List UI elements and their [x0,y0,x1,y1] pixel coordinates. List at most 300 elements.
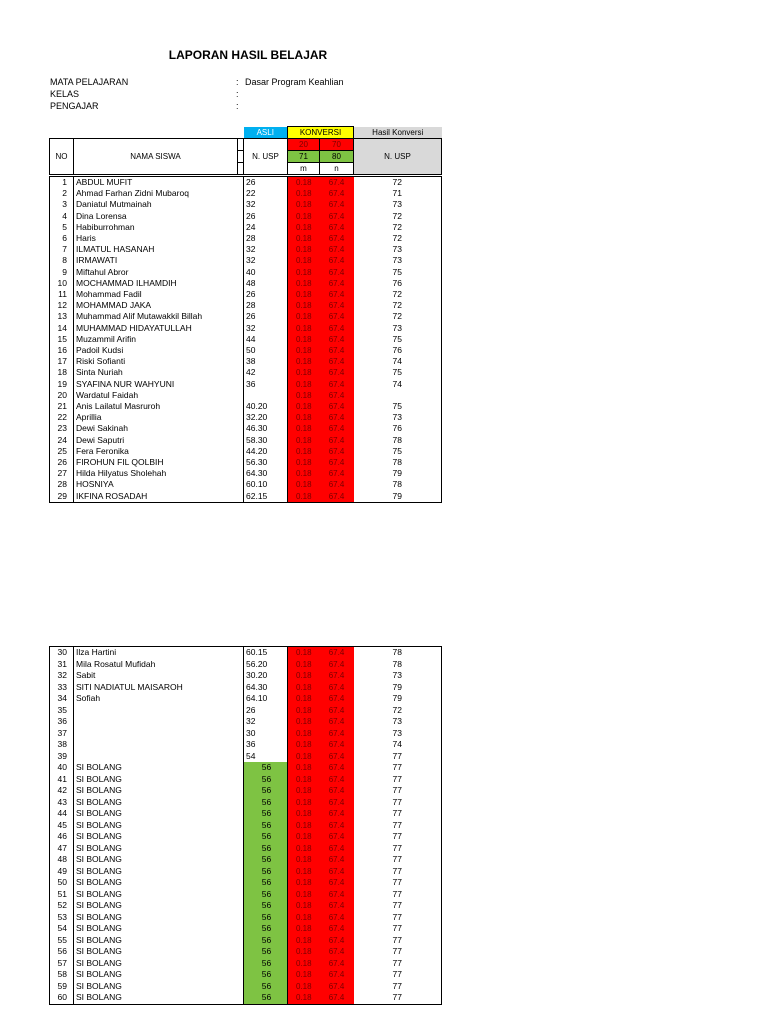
table-row [50,751,442,763]
row-number: 15 [50,334,74,345]
converted-score: 73 [354,255,442,266]
student-name [74,705,244,717]
student-name: Hilda Hilyatus Sholehah [74,468,244,479]
converted-score: 73 [354,199,442,210]
converted-score: 79 [354,693,442,705]
n-header: n [320,163,354,175]
factor-n: 67.4 [320,267,354,278]
table-row [50,446,442,457]
usp-score: 56 [244,912,288,924]
factor-n: 67.4 [320,367,354,378]
factor-n: 67.4 [320,222,354,233]
student-name: SI BOLANG [74,877,244,889]
table-row [50,992,442,1004]
n-usp-out-header: N. USP [354,139,442,175]
usp-score: 48 [244,278,288,289]
factor-m: 0.18 [288,889,320,901]
row-number: 25 [50,446,74,457]
factor-n: 67.4 [320,877,354,889]
factor-m: 0.18 [288,670,320,682]
table-row [50,468,442,479]
factor-m: 0.18 [288,751,320,763]
converted-score: 77 [354,785,442,797]
row-number: 39 [50,751,74,763]
factor-m: 0.18 [288,877,320,889]
nama-siswa-header: NAMA SISWA [74,139,238,175]
factor-n: 67.4 [320,762,354,774]
student-name: SI BOLANG [74,935,244,947]
factor-m: 0.18 [288,401,320,412]
row-number: 42 [50,785,74,797]
factor-m: 0.18 [288,334,320,345]
factor-n: 67.4 [320,311,354,322]
row-number: 30 [50,647,74,659]
usp-score: 44.20 [244,446,288,457]
factor-n: 67.4 [320,981,354,993]
factor-m: 0.18 [288,946,320,958]
factor-m: 0.18 [288,739,320,751]
row-number: 27 [50,468,74,479]
factor-n: 67.4 [320,390,354,401]
student-name: Aprillia [74,412,244,423]
student-name [74,751,244,763]
factor-n: 67.4 [320,491,354,503]
factor-m: 0.18 [288,705,320,717]
factor-m: 0.18 [288,300,320,311]
table-row [50,682,442,694]
student-name: SI BOLANG [74,900,244,912]
student-name: MUHAMMAD HIDAYATULLAH [74,323,244,334]
usp-score: 56 [244,992,288,1004]
factor-m: 0.18 [288,423,320,434]
factor-n: 67.4 [320,831,354,843]
usp-score: 56 [244,774,288,786]
usp-score: 26 [244,289,288,300]
student-name: SI BOLANG [74,785,244,797]
factor-n: 67.4 [320,412,354,423]
converted-score: 77 [354,935,442,947]
student-name: MOHAMMAD JAKA [74,300,244,311]
factor-n: 67.4 [320,244,354,255]
hasil-konversi-header: Hasil Konversi [354,127,442,139]
usp-score: 56 [244,843,288,855]
converted-score: 77 [354,958,442,970]
student-name: Anis Lailatul Masruroh [74,401,244,412]
converted-score: 77 [354,751,442,763]
usp-score: 56 [244,831,288,843]
table-row [50,958,442,970]
usp-score: 56 [244,981,288,993]
usp-score: 56 [244,923,288,935]
factor-m: 0.18 [288,831,320,843]
converted-score: 72 [354,211,442,222]
table-row [50,670,442,682]
factor-m: 0.18 [288,682,320,694]
usp-score: 56 [244,866,288,878]
factor-m: 0.18 [288,457,320,468]
usp-score: 56 [244,958,288,970]
student-name: Mila Rosatul Mufidah [74,659,244,671]
factor-n: 67.4 [320,659,354,671]
no-header: NO [50,139,74,175]
converted-score: 78 [354,435,442,446]
factor-m: 0.18 [288,379,320,390]
converted-score: 75 [354,401,442,412]
student-name: Padoil Kudsi [74,345,244,356]
factor-n: 67.4 [320,693,354,705]
row-number: 28 [50,479,74,490]
usp-score: 28 [244,233,288,244]
table-row [50,356,442,367]
factor-m: 0.18 [288,912,320,924]
row-number: 43 [50,797,74,809]
student-name: ILMATUL HASANAH [74,244,244,255]
factor-m: 0.18 [288,843,320,855]
row-number: 26 [50,457,74,468]
row-number: 31 [50,659,74,671]
row-number: 10 [50,278,74,289]
factor-n: 67.4 [320,423,354,434]
factor-n: 67.4 [320,479,354,490]
student-name: FIROHUN FIL QOLBIH [74,457,244,468]
table-row [50,211,442,222]
usp-score: 40 [244,267,288,278]
row-number: 9 [50,267,74,278]
factor-m: 0.18 [288,693,320,705]
row-number: 44 [50,808,74,820]
converted-score: 77 [354,969,442,981]
factor-m: 0.18 [288,367,320,378]
student-name: IKFINA ROSADAH [74,491,244,503]
factor-n: 67.4 [320,345,354,356]
converted-score: 77 [354,992,442,1004]
student-name: SYAFINA NUR WAHYUNI [74,379,244,390]
factor-m: 0.18 [288,854,320,866]
converted-score: 76 [354,423,442,434]
meta-separator: : [236,101,239,111]
usp-score: 26 [244,211,288,222]
student-name: IRMAWATI [74,255,244,266]
table-row [50,843,442,855]
row-number: 14 [50,323,74,334]
usp-score: 36 [244,739,288,751]
row-number: 59 [50,981,74,993]
student-name: SI BOLANG [74,797,244,809]
table-row [50,289,442,300]
factor-n: 67.4 [320,774,354,786]
student-name: MOCHAMMAD ILHAMDIH [74,278,244,289]
usp-score: 56 [244,797,288,809]
factor-m: 0.18 [288,728,320,740]
row-number: 40 [50,762,74,774]
row-number: 56 [50,946,74,958]
row-number: 57 [50,958,74,970]
converted-score: 77 [354,889,442,901]
row-number: 45 [50,820,74,832]
factor-n: 67.4 [320,808,354,820]
factor-n: 67.4 [320,705,354,717]
usp-score: 28 [244,300,288,311]
usp-score: 54 [244,751,288,763]
converted-score: 75 [354,367,442,378]
factor-m: 0.18 [288,244,320,255]
row-number: 46 [50,831,74,843]
factor-m: 0.18 [288,323,320,334]
student-name: Sinta Nuriah [74,367,244,378]
student-name: SI BOLANG [74,762,244,774]
row-number: 34 [50,693,74,705]
meta-separator: : [236,77,239,87]
converted-score: 78 [354,457,442,468]
konversi-k1: 20 [288,139,320,151]
converted-score: 77 [354,912,442,924]
converted-score: 72 [354,177,442,189]
factor-n: 67.4 [320,739,354,751]
usp-score: 64.30 [244,468,288,479]
table-row [50,379,442,390]
converted-score: 73 [354,716,442,728]
factor-n: 67.4 [320,797,354,809]
converted-score: 79 [354,682,442,694]
converted-score: 73 [354,412,442,423]
student-name: SI BOLANG [74,981,244,993]
factor-m: 0.18 [288,233,320,244]
factor-n: 67.4 [320,379,354,390]
converted-score: 72 [354,705,442,717]
grade-table-part-1 [49,176,442,503]
converted-score: 72 [354,300,442,311]
row-number: 48 [50,854,74,866]
table-row [50,412,442,423]
student-name: Sabit [74,670,244,682]
row-number: 51 [50,889,74,901]
factor-n: 67.4 [320,401,354,412]
row-number: 8 [50,255,74,266]
factor-m: 0.18 [288,255,320,266]
converted-score: 77 [354,946,442,958]
usp-score: 56 [244,946,288,958]
meta-separator: : [236,89,239,99]
factor-n: 67.4 [320,969,354,981]
converted-score: 77 [354,808,442,820]
factor-m: 0.18 [288,412,320,423]
table-row [50,647,442,659]
row-number: 20 [50,390,74,401]
converted-score: 74 [354,739,442,751]
factor-n: 67.4 [320,854,354,866]
converted-score: 75 [354,267,442,278]
student-name: Muhammad Alif Mutawakkil Billah [74,311,244,322]
factor-m: 0.18 [288,435,320,446]
konversi-k2: 70 [320,139,354,151]
converted-score: 77 [354,831,442,843]
table-row [50,866,442,878]
factor-m: 0.18 [288,177,320,189]
row-number: 18 [50,367,74,378]
converted-score: 77 [354,981,442,993]
row-number: 7 [50,244,74,255]
factor-n: 67.4 [320,468,354,479]
converted-score [354,390,442,401]
student-name: Fera Feronika [74,446,244,457]
factor-n: 67.4 [320,900,354,912]
student-name: Riski Sofianti [74,356,244,367]
converted-score: 73 [354,728,442,740]
row-number: 17 [50,356,74,367]
factor-n: 67.4 [320,647,354,659]
student-name: SI BOLANG [74,889,244,901]
usp-score: 30 [244,728,288,740]
student-name [74,716,244,728]
factor-m: 0.18 [288,647,320,659]
table-row [50,199,442,210]
table-row [50,797,442,809]
factor-n: 67.4 [320,785,354,797]
row-number: 50 [50,877,74,889]
factor-n: 67.4 [320,843,354,855]
student-name: SITI NADIATUL MAISAROH [74,682,244,694]
usp-score [244,390,288,401]
row-number: 23 [50,423,74,434]
usp-score: 56 [244,854,288,866]
usp-score: 32 [244,716,288,728]
student-name: Habiburrohman [74,222,244,233]
student-name: Miftahul Abror [74,267,244,278]
student-name [74,728,244,740]
factor-m: 0.18 [288,659,320,671]
m-header: m [288,163,320,175]
row-number: 5 [50,222,74,233]
factor-m: 0.18 [288,981,320,993]
factor-n: 67.4 [320,188,354,199]
factor-m: 0.18 [288,345,320,356]
converted-score: 74 [354,379,442,390]
table-row [50,390,442,401]
meta-label: MATA PELAJARAN [50,77,129,87]
student-name: Haris [74,233,244,244]
usp-score: 58.30 [244,435,288,446]
factor-n: 67.4 [320,889,354,901]
table-row [50,774,442,786]
usp-score: 56 [244,935,288,947]
konversi-k4: 80 [320,151,354,163]
factor-m: 0.18 [288,211,320,222]
table-row [50,367,442,378]
factor-m: 0.18 [288,491,320,503]
usp-score: 32 [244,255,288,266]
factor-m: 0.18 [288,774,320,786]
factor-n: 67.4 [320,323,354,334]
row-number: 13 [50,311,74,322]
factor-m: 0.18 [288,866,320,878]
factor-m: 0.18 [288,992,320,1004]
row-number: 47 [50,843,74,855]
table-row [50,889,442,901]
factor-m: 0.18 [288,716,320,728]
factor-n: 67.4 [320,992,354,1004]
table-row [50,728,442,740]
factor-n: 67.4 [320,728,354,740]
usp-score: 24 [244,222,288,233]
factor-n: 67.4 [320,435,354,446]
converted-score: 72 [354,233,442,244]
converted-score: 77 [354,900,442,912]
usp-score: 42 [244,367,288,378]
table-row [50,300,442,311]
student-name: Ilza Hartini [74,647,244,659]
factor-m: 0.18 [288,289,320,300]
student-name: SI BOLANG [74,774,244,786]
factor-m: 0.18 [288,188,320,199]
row-number: 11 [50,289,74,300]
converted-score: 73 [354,323,442,334]
student-name: SI BOLANG [74,923,244,935]
factor-m: 0.18 [288,278,320,289]
row-number: 35 [50,705,74,717]
row-number: 58 [50,969,74,981]
usp-score: 40.20 [244,401,288,412]
factor-n: 67.4 [320,716,354,728]
usp-score: 26 [244,177,288,189]
table-row [50,244,442,255]
factor-n: 67.4 [320,670,354,682]
konversi-k3: 71 [288,151,320,163]
table-row [50,345,442,356]
converted-score: 77 [354,843,442,855]
student-name: SI BOLANG [74,992,244,1004]
factor-n: 67.4 [320,866,354,878]
table-row [50,969,442,981]
row-number: 52 [50,900,74,912]
usp-score: 64.30 [244,682,288,694]
usp-score: 26 [244,705,288,717]
converted-score: 71 [354,188,442,199]
factor-n: 67.4 [320,682,354,694]
table-row [50,854,442,866]
factor-n: 67.4 [320,289,354,300]
student-name: Ahmad Farhan Zidni Mubaroq [74,188,244,199]
student-name: SI BOLANG [74,969,244,981]
converted-score: 75 [354,334,442,345]
factor-n: 67.4 [320,820,354,832]
usp-score: 56 [244,900,288,912]
row-number: 37 [50,728,74,740]
table-row [50,946,442,958]
table-row [50,705,442,717]
student-name: Mohammad Fadil [74,289,244,300]
row-number: 53 [50,912,74,924]
usp-score: 32.20 [244,412,288,423]
factor-m: 0.18 [288,390,320,401]
factor-m: 0.18 [288,479,320,490]
factor-m: 0.18 [288,785,320,797]
converted-score: 76 [354,345,442,356]
table-row [50,912,442,924]
row-number: 19 [50,379,74,390]
factor-n: 67.4 [320,177,354,189]
usp-score: 32 [244,199,288,210]
usp-score: 56.20 [244,659,288,671]
row-number: 22 [50,412,74,423]
factor-n: 67.4 [320,935,354,947]
factor-m: 0.18 [288,311,320,322]
table-row [50,900,442,912]
converted-score: 77 [354,774,442,786]
table-row [50,491,442,503]
converted-score: 77 [354,854,442,866]
factor-m: 0.18 [288,969,320,981]
factor-m: 0.18 [288,820,320,832]
